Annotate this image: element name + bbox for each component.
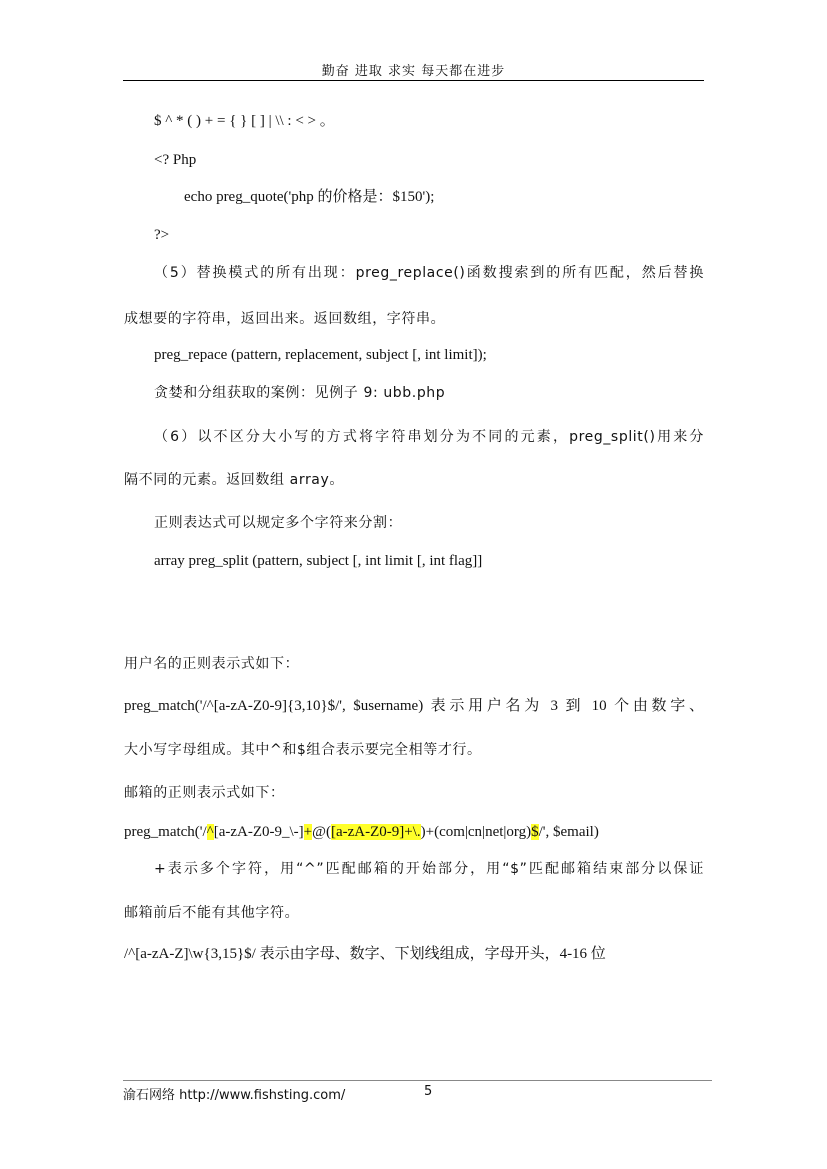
page-number: 5 bbox=[424, 1084, 433, 1099]
username-regex-title: 用户名的正则表示式如下： bbox=[124, 656, 300, 672]
email-regex-part: [a-zA-Z0-9_\-] bbox=[213, 824, 304, 840]
php-close-tag: ?> bbox=[154, 227, 170, 243]
item5-line2: 成想要的字符串，返回出来。返回数组，字符串。 bbox=[124, 311, 446, 327]
item6-line1: （6）以不区分大小写的方式将字符串划分为不同的元素，preg_split()用来分 bbox=[154, 429, 704, 445]
email-regex-highlight: + bbox=[303, 824, 313, 840]
preg-repace-signature: preg_repace (pattern, replacement, subject [, int limit]); bbox=[154, 347, 487, 363]
footer-site: 渝石网络 http://www.fishsting.com/ bbox=[123, 1088, 346, 1103]
username-regex-line2: 大小写字母组成。其中^和$组合表示要完全相等才行。 bbox=[124, 742, 482, 758]
plus-explanation-line1: +表示多个字符，用“^”匹配邮箱的开始部分，用“$”匹配邮箱结束部分以保证 bbox=[154, 861, 704, 877]
email-regex-highlight: [a-zA-Z0-9]+\. bbox=[330, 824, 421, 840]
item5-line1: （5）替换模式的所有出现：preg_replace()函数搜索到的所有匹配，然后替换 bbox=[154, 265, 704, 281]
header-rule bbox=[123, 80, 704, 81]
plus-explanation-line2: 邮箱前后不能有其他字符。 bbox=[124, 905, 300, 921]
php-open-tag: <? Php bbox=[154, 152, 197, 168]
split-description: 正则表达式可以规定多个字符来分割： bbox=[154, 515, 403, 531]
email-regex-line bbox=[124, 823, 599, 841]
item6-line2: 隔不同的元素。返回数组 array。 bbox=[124, 472, 344, 488]
email-regex-part: @( bbox=[312, 824, 331, 840]
greedy-example-line: 贪婪和分组获取的案例：见例子 9: ubb.php bbox=[154, 385, 446, 401]
email-regex-title: 邮箱的正则表示式如下： bbox=[124, 785, 285, 801]
username-regex-line1: preg_match('/^[a-zA-Z0-9]{3,10}$/', $username) 表示用户名为 3 到 10 个由数字、 bbox=[124, 698, 704, 714]
email-regex-part: )+(com|cn|net|org) bbox=[420, 824, 532, 840]
footer-rule bbox=[123, 1080, 712, 1081]
preg-split-signature: array preg_split (pattern, subject [, int limit [, int flag]] bbox=[154, 553, 483, 569]
email-regex-part: preg_match('/ bbox=[124, 824, 207, 840]
email-regex-highlight: ^ bbox=[206, 824, 214, 840]
email-regex-highlight: $ bbox=[531, 824, 539, 840]
letters-regex-line: /^[a-zA-Z]\w{3,15}$/ 表示由字母、数字、下划线组成，字母开头，4-16 位 bbox=[124, 946, 606, 962]
page-header: 勤奋 进取 求实 每天都在进步 bbox=[321, 64, 506, 79]
email-regex-part: /', $email) bbox=[538, 824, 599, 840]
echo-preg-quote-line: echo preg_quote('php 的价格是：$150'); bbox=[184, 189, 435, 205]
special-chars-line: $ ^ * ( ) + = { } [ ] | \\ : < > 。 bbox=[154, 113, 335, 129]
